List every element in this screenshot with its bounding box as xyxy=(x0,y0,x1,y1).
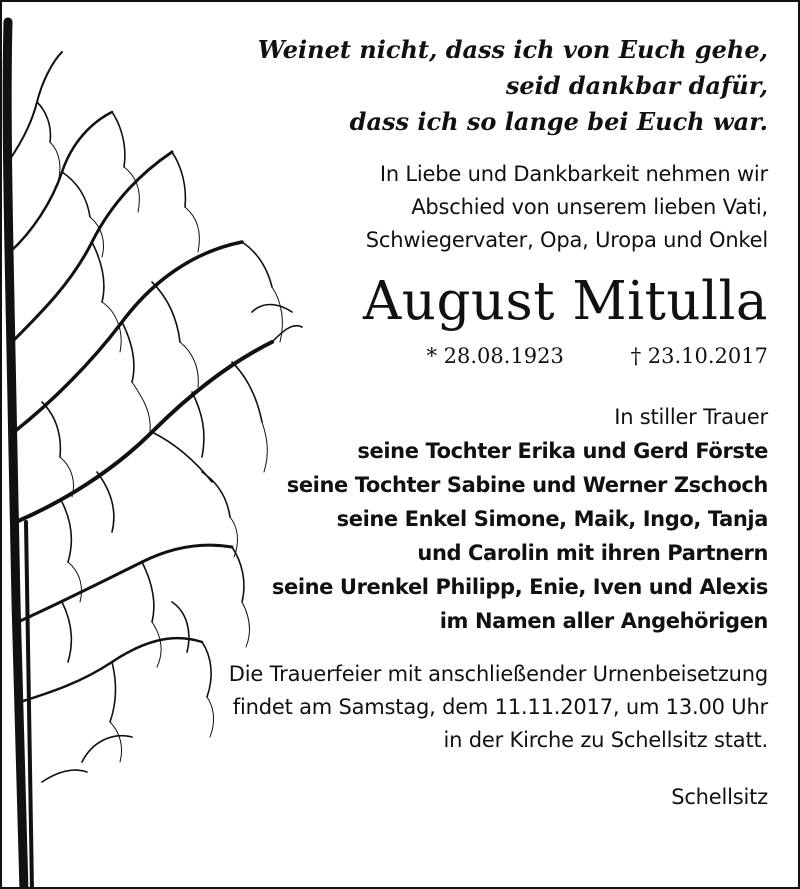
mourning-heading-text: In stiller Trauer xyxy=(614,405,768,429)
mourner-line: seine Tochter Sabine und Werner Zschoch xyxy=(286,473,768,497)
mourner-line: seine Urenkel Philipp, Enie, Iven und Alexis xyxy=(271,575,768,599)
funeral-line: Die Trauerfeier mit anschließender Urnenbeisetzung xyxy=(228,662,768,686)
funeral-line: findet am Samstag, dem 11.11.2017, um 13.00 Uhr xyxy=(232,695,768,719)
mourning-heading xyxy=(208,401,768,434)
funeral-notice xyxy=(208,658,768,757)
place-text: Schellsitz xyxy=(671,785,768,809)
mourner-line: seine Tochter Erika und Gerd Förste xyxy=(357,439,768,463)
motto-line: dass ich so lange bei Euch war. xyxy=(349,107,768,136)
life-dates xyxy=(208,341,768,371)
motto-verse xyxy=(208,32,768,140)
obituary-text xyxy=(208,32,768,814)
mourner-line: und Carolin mit ihren Partnern xyxy=(417,541,768,565)
funeral-line: in der Kirche zu Schellsitz statt. xyxy=(443,728,768,752)
intro-line: Abschied von unserem lieben Vati, xyxy=(411,195,768,219)
place-name xyxy=(208,781,768,814)
mourner-line: seine Enkel Simone, Maik, Ingo, Tanja xyxy=(336,507,768,531)
deceased-name: August Mitulla xyxy=(363,271,768,332)
birth-date: * 28.08.1923 xyxy=(426,344,564,368)
mourner-line: im Namen aller Angehörigen xyxy=(439,609,768,633)
motto-line: Weinet nicht, dass ich von Euch gehe, xyxy=(257,35,768,64)
mourners-list xyxy=(208,401,768,638)
intro-text xyxy=(208,158,768,257)
motto-line: seid dankbar dafür, xyxy=(505,71,768,100)
intro-line: Schwiegervater, Opa, Uropa und Onkel xyxy=(365,228,768,252)
intro-line: In Liebe und Dankbarkeit nehmen wir xyxy=(379,162,768,186)
death-date: † 23.10.2017 xyxy=(630,344,768,368)
